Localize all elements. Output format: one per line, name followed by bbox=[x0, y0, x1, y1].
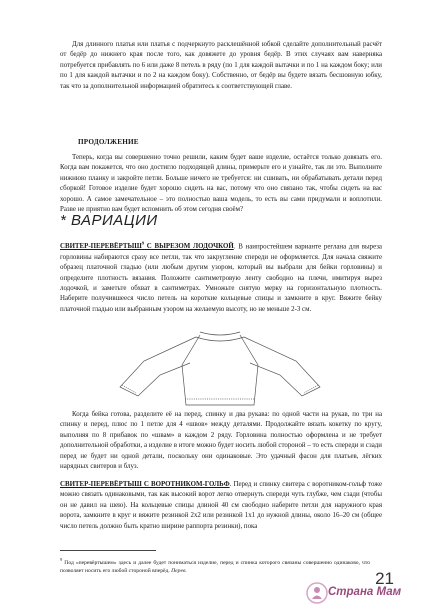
paragraph-long-dress: Для длинного платья или платья с подчеркнуто расклешённой юбкой сделайте дополнительный расчёт от бедёр до нижнего края после того, как довяжете до уровня бедёр. В этих случаях вам наверняка потребуется прибавлять по 6 или даже 8 петель в ряду (по 1 для каждой вытачки и по 1 на каждом боку; или по 1 для каждой вытачки и по 2 на каждом боку). Собственно, от бедёр вы будете вязать бесшовную юбку, так что за дополнительной информацией обратитесь к соответствующей главе. bbox=[60, 41, 382, 90]
stranamam-logo-icon bbox=[304, 580, 330, 606]
paragraph-after-figure: Когда бейка готова, разделите её на перед, спинку и два рукава: по одной части на рукав, по три на спинку и перед, плюс по 1 петле для 4 «швов» между деталями. Продолжайте вязать кокетку по кругу, выполняя по 8 прибавок по «швам» в каждом 2 ряду. Горловина полностью оформлена и не требует дополнительной обработки, а изделие в итоге можно будет носить любой стороной – то есть спереди и сзади перед не будет ни одной детали, поскольку они одинаковые. Это удачный фасон для платьев, лёгких нарядных свитеров и блуз. bbox=[60, 411, 382, 471]
paragraph-golf: СВИТЕР-ПЕРЕВЁРТЫШ С ВОРОТНИКОМ-ГОЛЬФ. Перед и спинку свитера с воротником-гольф тоже можно связать одинаковыми, так как высокий ворот легко отвернуть спереди чуть глубже, чем сзади (чтобы он не давил на шею). На кольцевые спицы длиной 40 см свободно наберите петли для наружного края ворота, замкните в круг и вяжите резинкой 2х2 или резинкой 1х1 до нужной длины, около 16–20 см (общее число петель должно быть кратно ширине раппорта резинки), пока bbox=[60, 481, 382, 530]
diagram-right-sleeve bbox=[244, 337, 320, 396]
boat-neck-heading bbox=[60, 243, 234, 250]
footnote-emphasis: Перев. bbox=[171, 567, 187, 574]
page-number: 21 bbox=[375, 569, 394, 588]
footnote-ref: 9 bbox=[141, 241, 145, 246]
raglan-sweater-diagram bbox=[116, 325, 324, 407]
golf-heading: СВИТЕР-ПЕРЕВЁРТЫШ С ВОРОТНИКОМ-ГОЛЬФ bbox=[60, 481, 230, 488]
diagram-neckline bbox=[200, 332, 240, 335]
watermark: Страна Мам bbox=[328, 586, 402, 598]
footnote-mark: 9 bbox=[60, 557, 63, 562]
section-title-variations: * ВАРИАЦИИ bbox=[60, 212, 158, 229]
boat-neck-heading-text: СВИТЕР-ПЕРЕВЁРТЫШ bbox=[60, 243, 142, 251]
footnote bbox=[60, 556, 370, 575]
footnote-text: Под «перевёртышем» здесь и далее будет пониматься изделие, перед и спинка которого связаны совершенно одинаково, что позволяет носить его любой стороной вперёд. bbox=[60, 559, 370, 574]
golf-body: Перед и спинку свитера с воротником-гольф тоже можно связать одинаковыми, так как высокий ворот легко отвернуть спереди чуть глубже, чем сзади (чтобы он не давил на шею). На кольцевые спицы длиной 40 см свободно наберите петли для наружного края ворота, замкните в круг и вяжите резинкой 2х2 или резинкой 1х1 до нужной длины, около 16–20 см (общее число петель должно быть кратно ширине раппорта резинки), пока bbox=[60, 481, 382, 530]
footnote-divider bbox=[60, 550, 156, 551]
paragraph-boat-neck: СВИТЕР-ПЕРЕВЁРТЫШ$^9$ С ВЫРЕЗОМ ЛОДОЧКОЙ. В наипростейшем варианте реглана для выреза горловины набираются сразу все петли, так что закругление спереди не оформляется. Для начала свяжите образец платочной гладью (или любым другим узором, который вы выбрали для бейки горловины) и определите плотность вязания. Положите сантиметровую ленту свободно на плечи, имитируя вырез лодочкой, и заметьте обхват в сантиметрах. Умножьте снятую мерку на горизонтальную плотность. Наберите получившееся число петель на короткие кольцевые спицы и замкните в круг. Вяжите бейку платочной гладью или выбранным узором на желаемую высоту, но не меньше 2-3 см. bbox=[60, 241, 382, 313]
continuation-heading: ПРОДОЛЖЕНИЕ bbox=[78, 138, 139, 146]
diagram-left-sleeve bbox=[120, 337, 196, 396]
boat-neck-body: В наипростейшем варианте реглана для выреза горловины набираются сразу все петли, так что закругление спереди не оформляется. Для начала свяжите образец платочной гладью (или любым другим узором, который вы выбрали для бейки горловины) и определите плотность вязания. Положите сантиметровую ленту свободно на плечи, имитируя вырез лодочкой, и заметьте обхват в сантиметрах. Умножьте снятую мерку на горизонтальную плотность. Наберите получившееся число петель на короткие кольцевые спицы и замкните в круг. Вяжите бейку платочной гладью или выбранным узором на желаемую высоту, но не меньше 2-3 см. bbox=[60, 243, 382, 313]
paragraph-continuation: Теперь, когда вы совершенно точно решили, каким будет ваше изделие, остаётся только довязать его. Когда вам покажется, что оно достигло подходящей длины, примерьте его и узнайте, так ли это. Выполните нижнюю планку и закройте петли. Больше ничего не требуется: ни сшивать, ни обрабатывать детали перед сборкой! Готовое изделие будет хорошо сидеть на вас, потому что оно связано так, чтобы сидеть на вас хорошо. А самое замечательное – это полностью ваша модель, то есть вы сами придумали и воплотили. Разве не приятно вам будет вспомнить об этом сегодня своём? bbox=[60, 154, 382, 214]
boat-neck-heading-tail: С ВЫРЕЗОМ ЛОДОЧКОЙ bbox=[144, 243, 234, 251]
